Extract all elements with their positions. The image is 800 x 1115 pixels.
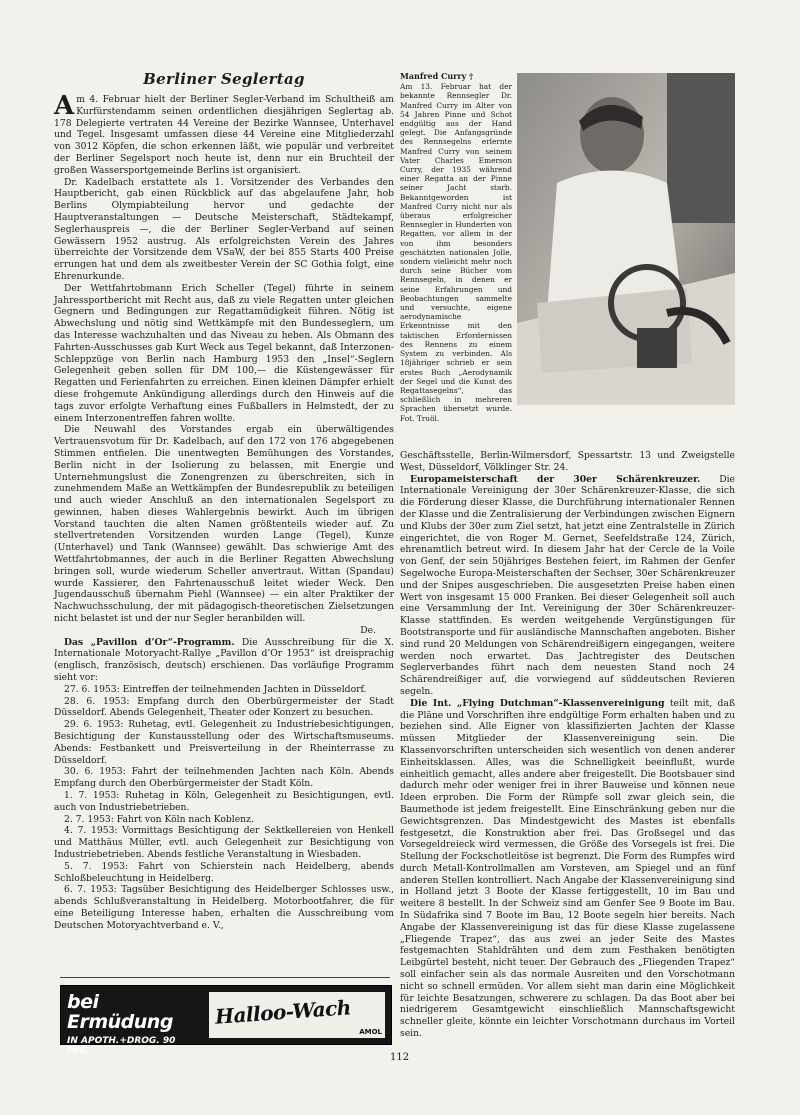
drop-cap: A	[54, 91, 75, 121]
caption-title: Manfred Curry †	[400, 71, 474, 81]
caption-text: Am 13. Februar hat der bekannte Rennsegler Dr. Manfred Curry im Alter von 54 Jahren Pinne und Schot endgültig aus der Hand gelegt. Die Anfangsgründe des Rennsegelns erlernte Manfred Curry von seinem Vater Charles Emerson Curry, der 1935 während einer Regatta an der Pinne seiner Jacht starb. Bekanntgeworden ist Manfred Curry nicht nur als überaus erfolgreicher Rennsegler in Hunderten von Regatten, vor allem in der von ihm besonders geschätzten nationalen Jolle, sondern vielleicht mehr noch durch seine Bücher vom Rennsegeln, in denen er seine Erfahrungen und Beobachtungen sammelte und versuchte, eigene aerodynamische Erkenntnisse mit den taktischen Erfordernissen des Rennens zu einem System zu verbinden. Als 18jähriger schrieb er sein erstes Buch „Aerodynamik der Segel und die Kunst des Regattasegelns“, das schließlich in mehreren Sprachen übersetzt wurde. Fot. Truöl.	[400, 82, 512, 423]
schedule-entry: 29. 6. 1953: Ruhetag, evtl. Gelegenheit zu Industriebesichtigungen, Besichtigung der Kunstausstellung oder des Wirtschaftsmuseums. Abends: Festbankett und Preisverteilung in der Rheinterrasse zu Düsseldorf.	[54, 719, 394, 766]
pavillon-paragraph: Das „Pavillon d’Or“-Programm. Die Ausschreibung für die X. Internationale Motoryacht-Rallye „Pavillon d’Or 1953“ ist dreisprachig (englisch, französisch, deutsch) erschienen. Das vorläufige Programm sieht vor:	[54, 636, 394, 684]
portrait-photo	[517, 73, 735, 405]
paragraph-1: Am 4. Februar hielt der Berliner Segler-Verband im Schultheiß am Kurfürstendamm seinen ordentlichen diesjährigen Seglertag ab. 178 Delegierte vertraten 44 Vereine der Bezirke Wannsee, Unterhavel und Tegel. Insgesamt umfassen diese 44 Vereine eine Mitgliederzahl von 3012 Köpfen, die schon erkennen läßt, wie populär und verbreitet der Berliner Segelsport noch heute ist, denn nur ein Bruchteil der großen Wassersportgemeinde Berlins ist organisiert.	[54, 91, 394, 176]
right-column	[400, 450, 735, 1040]
schedule-entry: 2. 7. 1953: Fahrt von Köln nach Koblenz.	[64, 813, 254, 825]
rally-schedule	[54, 684, 394, 932]
ad-tagline	[67, 991, 202, 1056]
left-column	[54, 70, 394, 932]
schedule-entry: 5. 7. 1953: Fahrt von Schierstein nach Heidelberg, abends Schloßbeleuchtung in Heidelberg.	[54, 860, 394, 884]
schedule-entry: 1. 7. 1953: Ruhetag in Köln, Gelegenheit zu Besichtigungen, evtl. auch von Industriebetrieben.	[54, 790, 394, 813]
ad-maker: AMOL	[359, 1028, 382, 1036]
pavillon-heading: Das „Pavillon d’Or“-Programm.	[64, 636, 235, 648]
flying-dutchman-heading: Die Int. „Flying Dutchman“-Klassenvereinigung	[410, 697, 665, 709]
paragraph-3: Der Wettfahrtobmann Erich Scheller (Tegel) führte in seinem Jahressportbericht mit Recht aus, daß zu viele Regatten unter gleichen Gegnern und Bedingungen zur Regattamüdigkeit führen. Nötig ist Abwechslung und nötig sind Wettkämpfe mit den Bundesseglern, um das Interesse wachzuhalten und das Niveau zu heben. Als Obmann des Fahrten-Ausschusses gab Kurt Weck aus Tegel bekannt, daß Interzonen-Schleppzüge von Berlin nach Hamburg 1953 den „Insel“-Seglern Gelegenheit geben sollen für DM 100,— die Küstengewässer für Regatten und Ferienfahrten zu erreichen. Einen kleinen Dämpfer erhielt diese frohgemute Ankündigung allerdings durch den Hinweis auf die tags zuvor erfolgte Verhaftung eines Fußballers in Helmstedt, der zu einem Interzonentreffen fahren wollte.	[54, 282, 394, 424]
europa-paragraph: Europameisterschaft der 30er Schärenkreuzer. Die Internationale Vereinigung der 30er Schärenkreuzer-Klasse, die sich die Förderung dieser Klasse, die Durchführung internationaler Rennen der Klasse und die Zentralisierung der Verbindungen zwischen Eignern und Klubs der 30er zum Ziel setzt, hat jetzt eine Zentralstelle in Zürich eingerichtet, die von Roger M. Gernet, Seefeldstraße 124, Zürich, ehrenamtlich betreut wird. In diesem Jahr hat der Cercle de la Voile von Genf, der sein 50jähriges Bestehen feiert, im Rahmen der Genfer Segelwoche Europa-Meisterschaften der Sechser, 30er Schärenkreuzer und der Snipes ausgeschrieben. Die ausgesetzten Preise haben einen Wert von insgesamt 15 000 Franken. Bei dieser Gelegenheit soll auch eine Versammlung der Int. Vereinigung der 30er Schärenkreuzer-Klasse stattfinden. Es werden weitgehende Vergünstigungen für Bootstransporte und für ausländische Mannschaften angeboten. Bisher sind rund 20 Meldungen von Schärendreißigern eingegangen, weitere werden noch erwartet. Das Jachtregister des Deutschen Seglerverbandes führt nach dem neuesten Stand noch 24 Schärendreißiger auf, die vorwiegend auf süddeutschen Revieren segeln.	[400, 473, 735, 697]
right-body	[400, 450, 735, 1040]
photo-illustration	[517, 73, 735, 405]
schedule-entry: 27. 6. 1953: Eintreffen der teilnehmenden Jachten in Düsseldorf.	[64, 683, 367, 695]
ad-brand-logo: Halloo-Wach	[214, 995, 352, 1029]
flying-dutchman-paragraph: Die Int. „Flying Dutchman“-Klassenvereinigung teilt mit, daß die Pläne und Vorschriften ihre endgültige Form erhalten haben und zu beziehen sind. Alle Eigner von klassifizierten Jachten der Klasse müssen Mitglieder der Klassenvereinigung sein. Die Klassenvorschriften unterscheiden sich wesentlich von denen anderer Einheitsklassen. Alles, was die Schnelligkeit beeinflußt, wurde einheitlich gemacht, alles andere aber freigestellt. Die Bootsbauer sind dadurch mehr oder weniger frei in ihrer Bauweise und können neue Ideen erproben. Die Form der Rümpfe soll zwar gleich sein, die Baumethode ist jedem freigestellt. Eine Einschränkung geben nur die Gewichtsgrenzen. Das Mindestgewicht des Mastes ist ebenfalls festgesetzt, die Konstruktion aber frei. Das Großsegel und das Vorsegeldreieck wird vermessen, die Größe des Vorsegels ist frei. Die Stellung der Fockschotleitöse ist begrenzt. Die Form des Rumpfes wird durch Metall-Kontrollmallen am Vorsteven, am Spiegel und an fünf anderen Stellen kontrolliert. Nach Angabe der Klassenvereinigung sind in Holland jetzt 3 Boote der Klasse fertiggestellt, 10 im Bau und weitere 8 bestellt. In der Schweiz sind am Genfer See 9 Boote im Bau. In Südafrika sind 7 Boote im Bau, 12 Boote segeln hier bereits. Nach Angabe der Klassenvereinigung ist das für diese Klasse zugelassene „Fliegende Trapez“, das aus zwei an jeder Seite des Mastes festgemachten Stahldrähten und dem zum Festhaken benötigten Leibgürtel besteht, nicht teuer. Der Gebrauch des „Fliegenden Trapez“ soll einfacher sein als das normale Ausreiten und den Vorschotmann nicht so schnell ermüden. Vor allem sieht man darin eine Möglichkeit für leichte Besatzungen, schwerere zu schlagen. Da das Boot aber bei niedrigerem Gesamtgewicht einschließlich Mannschaftsgewicht schneller gleite, könnte ein leichter Vorschotmann durchaus im Vorteil sein.	[400, 697, 736, 1040]
paragraph-2: Dr. Kadelbach erstattete als 1. Vorsitzender des Verbandes den Hauptbericht, gab einen Rückblick auf das abgelaufene Jahr, hob Berlins Olympiabteilung hervor und gedachte der Hauptveranstaltungen — Deutsche Meisterschaft, Städtekampf, Seglerhauspreis —, die der Berliner Segler-Verband auf seinen Gewässern 1952 austrug. Als erfolgreichsten Verein des Jahres überreichte der Vorsitzende dem VSaW, der bei 855 Starts 400 Preise errungen hat und dem als zweitbester Verein der SC Gothia folgt, eine Ehrenurkunde.	[54, 176, 394, 282]
ad-price: IN APOTH.+DROG. 90 PFG.	[67, 1036, 176, 1056]
article-title: Berliner Seglertag	[143, 70, 305, 88]
schedule-entry: 6. 7. 1953: Tagsüber Besichtigung des Heidelberger Schlosses usw., abends Schlußveranstaltung in Heidelberg. Motorbootfahrer, die für eine Beteiligung Interesse haben, erhalten die Ausschreibung vom Deutschen Motoryachtverband e. V.,	[54, 884, 394, 931]
article-body	[54, 91, 394, 684]
schedule-entry: 4. 7. 1953: Vormittags Besichtigung der Sektkellereien von Henkell und Matthäus Müller, evtl. auch Gelegenheit zur Besichtigung von Industriebetrieben. Abends festliche Veranstaltung in Wiesbaden.	[54, 825, 394, 860]
ad-divider	[60, 977, 390, 978]
advertisement	[60, 985, 392, 1056]
paragraph-4: Die Neuwahl des Vorstandes ergab ein überwältigendes Vertrauensvotum für Dr. Kadelbach, auf den 172 von 176 abgegebenen Stimmen entfielen. Die unentwegten Bemühungen des Vorstandes, Berlin nicht in der Isolierung zu belassen, mit Energie und Unternehmungslust die Zonengrenzen zu überschreiten, sich in zunehmendem Maße an Wettkämpfen der Bundesrepublik zu beteiligen und auch wieder Anschluß an den internationalen Segelsport zu gewinnen, haben dieses Wahlergebnis bewirkt. Auch im übrigen Vorstand tauchten die alten Namen größtenteils wieder auf. Zu stellvertretenden Vorsitzenden wurden Lange (Tegel), Kunze (Unterhavel) und Tank (Wannsee) gewählt. Das schwierige Amt des Wettfahrtobmannes, der auch in die Berliner Regatten Abwechslung bringen soll, wurde wiederum Scheller anvertraut. Wittan (Spandau) wurde Kassierer, den Fahrtenausschuß leitet wieder Weck. Den Jugendausschuß übernahm Piehl (Wannsee) — ein alter Praktiker der Nachwuchsschulung, der mit pädagogisch-theoretischen Zielsetzungen nicht belastet ist und der nur Segler heranbilden will.	[54, 424, 394, 625]
author-signature: De.	[360, 624, 376, 636]
schedule-entry: 28. 6. 1953: Empfang durch den Oberbürgermeister der Stadt Düsseldorf. Abends Gelegenheit, Theater oder Konzert zu besuchen.	[54, 695, 394, 719]
address-continuation: Geschäftsstelle, Berlin-Wilmersdorf, Spessartstr. 13 und Zweigstelle West, Düsseldorf, Völklinger Str. 24.	[400, 450, 735, 473]
page-number: 112	[390, 1052, 410, 1063]
europa-heading: Europameisterschaft der 30er Schärenkreuzer.	[410, 473, 701, 485]
ad-headline: bei Ermüdung	[67, 991, 173, 1033]
ad-brand-panel	[209, 992, 385, 1038]
photo-caption	[400, 72, 512, 423]
schedule-entry: 30. 6. 1953: Fahrt der teilnehmenden Jachten nach Köln. Abends Empfang durch den Oberbürgermeister der Stadt Köln.	[54, 766, 394, 790]
